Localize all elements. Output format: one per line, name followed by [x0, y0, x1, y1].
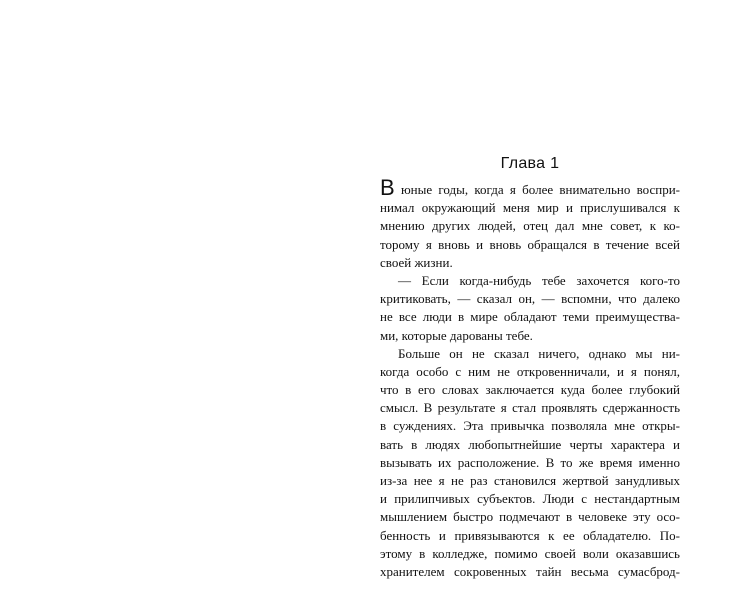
text-line: смысл. В результате я стал проявлять сдержанность: [380, 400, 680, 416]
text-line: вать в людях любопытнейшие черты характера и: [380, 436, 680, 452]
text-line: [380, 175, 680, 200]
text-line: в суждениях. Эта привычка позволяла мне откры-: [380, 418, 680, 434]
text-line: критиковать, — сказал он, — вспомни, что далеко: [380, 291, 680, 307]
text-line: хранителем сокровенных тайн весьма сумасброд-: [380, 563, 680, 579]
text-line: нимал окружающий меня мир и прислушивался к: [380, 200, 680, 216]
text-line: этому в колледже, помимо своей воли оказавшись: [380, 545, 680, 561]
text-line: бенность и привязываются к ее обладателю. По-: [380, 527, 680, 543]
chapter-text: [380, 175, 680, 581]
text-line: когда особо с ним не откровенничали, и я понял,: [380, 363, 680, 379]
text-line: Больше он не сказал ничего, однако мы ни-: [398, 345, 680, 361]
chapter-title: Глава 1: [500, 155, 560, 172]
text-line: мнению других людей, отец дал мне совет, к ко-: [380, 218, 680, 234]
text-line: торому я вновь и вновь обращался в течение всей: [380, 236, 680, 252]
text-line: ми, которые дарованы тебе.: [380, 327, 533, 343]
text-line: из-за нее я не раз становился жертвой занудливых: [380, 473, 680, 488]
text-line: что в его словах заключается куда более глубокий: [380, 382, 680, 398]
text-line: мышлением быстро подмечают в человеке эту осо-: [380, 509, 680, 525]
text-line: не все люди в мире обладают теми преимущества-: [380, 309, 680, 325]
text-line: вызывать их расположение. В то же время именно: [380, 454, 680, 470]
text-line-content: юные годы, когда я более внимательно воспри-: [394, 182, 680, 197]
text-line: своей жизни.: [380, 254, 453, 270]
drop-cap: В: [380, 175, 395, 200]
text-line: и прилипчивых субъектов. Люди с нестандартным: [380, 491, 680, 507]
text-line: — Если когда-нибудь тебе захочется кого-то: [398, 272, 680, 288]
